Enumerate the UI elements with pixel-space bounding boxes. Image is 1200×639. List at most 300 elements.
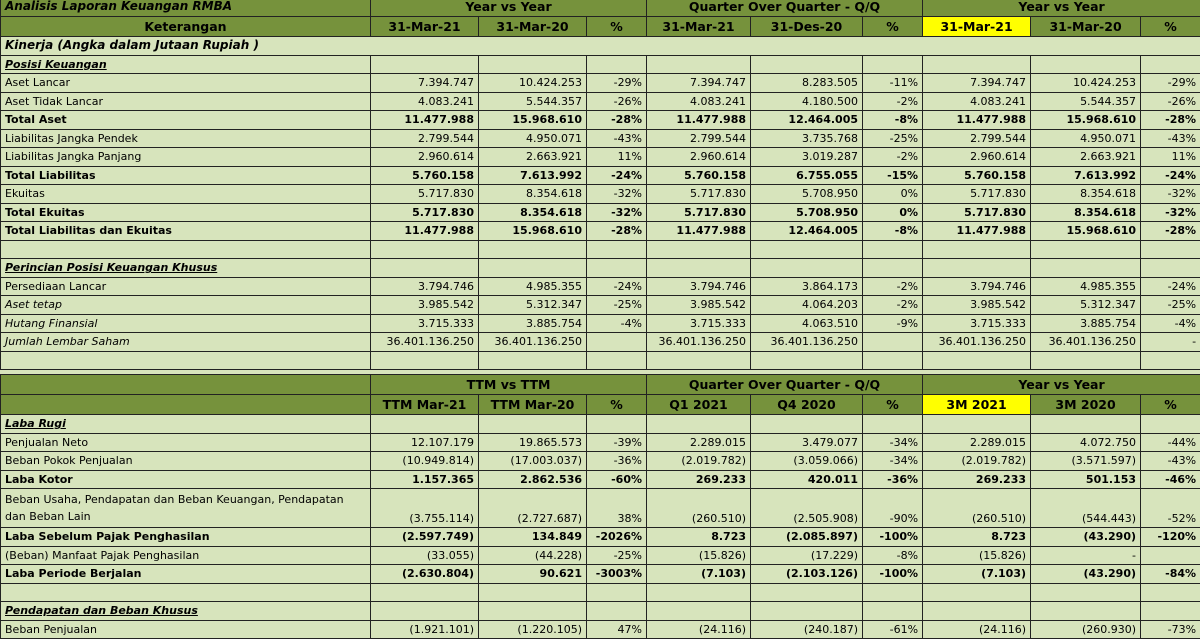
cell-value: 2.289.015 bbox=[923, 433, 1031, 452]
cell-value: 4.064.203 bbox=[751, 296, 863, 315]
cell-value: 2.799.544 bbox=[371, 129, 479, 148]
cell-value: 3.715.333 bbox=[647, 314, 751, 333]
cell-value: -24% bbox=[1141, 166, 1200, 185]
cell-value: 3.985.542 bbox=[923, 296, 1031, 315]
cell-value: -2% bbox=[863, 296, 923, 315]
cell-value bbox=[923, 351, 1031, 370]
cell-value: -2% bbox=[863, 92, 923, 111]
table-row bbox=[1, 351, 1200, 370]
cell-value: (3.755.114) bbox=[371, 489, 479, 528]
cell-value: -32% bbox=[1141, 185, 1200, 204]
cell-value bbox=[479, 415, 587, 434]
cell-value: (1.921.101) bbox=[371, 620, 479, 639]
cell-value: 3.985.542 bbox=[647, 296, 751, 315]
cell-value: -34% bbox=[863, 433, 923, 452]
cell-value: 3.715.333 bbox=[371, 314, 479, 333]
cell-value: 501.153 bbox=[1031, 470, 1141, 489]
table-row bbox=[1, 185, 1200, 204]
cell-value bbox=[751, 415, 863, 434]
row-label: Aset Tidak Lancar bbox=[1, 92, 371, 111]
table-row bbox=[1, 333, 1200, 352]
cell-value: -29% bbox=[587, 74, 647, 93]
cell-value: 15.968.610 bbox=[1031, 222, 1141, 241]
row-label: Laba Rugi bbox=[1, 415, 371, 434]
group-header: Year vs Year bbox=[923, 375, 1200, 395]
cell-value: 2.289.015 bbox=[647, 433, 751, 452]
cell-value: -39% bbox=[587, 433, 647, 452]
cell-value bbox=[479, 240, 587, 259]
cell-value bbox=[647, 602, 751, 621]
cell-value: 5.544.357 bbox=[1031, 92, 1141, 111]
cell-value: -28% bbox=[1141, 222, 1200, 241]
cell-value bbox=[479, 602, 587, 621]
cell-value: (2.630.804) bbox=[371, 565, 479, 584]
cell-value bbox=[587, 55, 647, 74]
cell-value bbox=[1141, 259, 1200, 278]
cell-value: -120% bbox=[1141, 528, 1200, 547]
row-label bbox=[1, 240, 371, 259]
cell-value: -2% bbox=[863, 148, 923, 167]
cell-value: 269.233 bbox=[923, 470, 1031, 489]
group-header: Year vs Year bbox=[371, 0, 647, 17]
cell-value bbox=[479, 55, 587, 74]
table-row bbox=[1, 203, 1200, 222]
row-label: Total Aset bbox=[1, 111, 371, 130]
cell-value: 5.717.830 bbox=[923, 185, 1031, 204]
cell-value: -25% bbox=[1141, 296, 1200, 315]
cell-value: 7.394.747 bbox=[371, 74, 479, 93]
cell-value: 5.760.158 bbox=[923, 166, 1031, 185]
cell-value bbox=[587, 240, 647, 259]
table-row bbox=[1, 92, 1200, 111]
cell-value bbox=[751, 259, 863, 278]
cell-value bbox=[1031, 415, 1141, 434]
cell-value: -28% bbox=[587, 222, 647, 241]
cell-value: - bbox=[1031, 546, 1141, 565]
cell-value: -25% bbox=[587, 546, 647, 565]
column-header: 31-Mar-21 bbox=[371, 17, 479, 37]
cell-value: 90.621 bbox=[479, 565, 587, 584]
cell-value: 5.544.357 bbox=[479, 92, 587, 111]
row-label: Aset tetap bbox=[1, 296, 371, 315]
cell-value: -29% bbox=[1141, 74, 1200, 93]
cell-value bbox=[1031, 351, 1141, 370]
cell-value: 47% bbox=[587, 620, 647, 639]
cell-value: (43.290) bbox=[1031, 565, 1141, 584]
cell-value: 8.354.618 bbox=[1031, 203, 1141, 222]
table-row bbox=[1, 74, 1200, 93]
cell-value: 2.663.921 bbox=[1031, 148, 1141, 167]
cell-value: 11.477.988 bbox=[371, 111, 479, 130]
table-row bbox=[1, 259, 1200, 278]
column-header: 31-Des-20 bbox=[751, 17, 863, 37]
cell-value: 5.717.830 bbox=[923, 203, 1031, 222]
cell-value: 3.794.746 bbox=[647, 277, 751, 296]
report-title: Analisis Laporan Keuangan RMBA bbox=[1, 0, 371, 17]
cell-value bbox=[1141, 583, 1200, 602]
row-label bbox=[1, 583, 371, 602]
cell-value bbox=[587, 602, 647, 621]
column-header-row bbox=[1, 395, 1200, 415]
table-row bbox=[1, 528, 1200, 547]
cell-value: 2.960.614 bbox=[647, 148, 751, 167]
column-header: TTM Mar-20 bbox=[479, 395, 587, 415]
cell-value bbox=[371, 583, 479, 602]
cell-value: 4.063.510 bbox=[751, 314, 863, 333]
cell-value: 10.424.253 bbox=[1031, 74, 1141, 93]
column-header: Q1 2021 bbox=[647, 395, 751, 415]
cell-value: 7.613.992 bbox=[479, 166, 587, 185]
cell-value: 3.985.542 bbox=[371, 296, 479, 315]
cell-value bbox=[371, 351, 479, 370]
cell-value: (10.949.814) bbox=[371, 452, 479, 471]
table-row bbox=[1, 433, 1200, 452]
group-header: Quarter Over Quarter - Q/Q bbox=[647, 375, 923, 395]
table-row bbox=[1, 129, 1200, 148]
cell-value: 11% bbox=[1141, 148, 1200, 167]
cell-value bbox=[479, 351, 587, 370]
cell-value: -24% bbox=[1141, 277, 1200, 296]
cell-value: (260.510) bbox=[923, 489, 1031, 528]
cell-value: -15% bbox=[863, 166, 923, 185]
cell-value: 36.401.136.250 bbox=[647, 333, 751, 352]
row-label: Beban Pokok Penjualan bbox=[1, 452, 371, 471]
cell-value: -34% bbox=[863, 452, 923, 471]
cell-value bbox=[863, 55, 923, 74]
cell-value: -25% bbox=[587, 296, 647, 315]
cell-value bbox=[1031, 240, 1141, 259]
row-label: Persediaan Lancar bbox=[1, 277, 371, 296]
table-row bbox=[1, 55, 1200, 74]
cell-value bbox=[371, 55, 479, 74]
cell-value: 36.401.136.250 bbox=[751, 333, 863, 352]
cell-value: -4% bbox=[587, 314, 647, 333]
cell-value: 5.717.830 bbox=[371, 203, 479, 222]
cell-value bbox=[371, 415, 479, 434]
row-label: Perincian Posisi Keuangan Khusus bbox=[1, 259, 371, 278]
cell-value bbox=[647, 415, 751, 434]
table-row bbox=[1, 296, 1200, 315]
cell-value: 2.799.544 bbox=[647, 129, 751, 148]
income-statement-table bbox=[0, 374, 1200, 639]
section-title: Kinerja (Angka dalam Jutaan Rupiah ) bbox=[1, 37, 1200, 56]
cell-value bbox=[1141, 240, 1200, 259]
cell-value bbox=[371, 259, 479, 278]
row-label bbox=[1, 351, 371, 370]
cell-value: (2.085.897) bbox=[751, 528, 863, 547]
cell-value: (2.103.126) bbox=[751, 565, 863, 584]
column-header: 31-Mar-20 bbox=[479, 17, 587, 37]
cell-value: 15.968.610 bbox=[1031, 111, 1141, 130]
cell-value bbox=[479, 259, 587, 278]
cell-value: 0% bbox=[863, 203, 923, 222]
cell-value: (17.003.037) bbox=[479, 452, 587, 471]
cell-value bbox=[1141, 415, 1200, 434]
row-label: Laba Kotor bbox=[1, 470, 371, 489]
cell-value: -24% bbox=[587, 166, 647, 185]
cell-value bbox=[923, 240, 1031, 259]
cell-value: -2% bbox=[863, 277, 923, 296]
cell-value: 4.083.241 bbox=[923, 92, 1031, 111]
cell-value bbox=[587, 351, 647, 370]
row-label: Liabilitas Jangka Panjang bbox=[1, 148, 371, 167]
cell-value: 3.794.746 bbox=[923, 277, 1031, 296]
column-header-row bbox=[1, 17, 1200, 37]
cell-value: 4.083.241 bbox=[647, 92, 751, 111]
column-header: Q4 2020 bbox=[751, 395, 863, 415]
cell-value: (3.059.066) bbox=[751, 452, 863, 471]
cell-value: -9% bbox=[863, 314, 923, 333]
cell-value: -84% bbox=[1141, 565, 1200, 584]
cell-value: 36.401.136.250 bbox=[479, 333, 587, 352]
cell-value: 8.354.618 bbox=[479, 185, 587, 204]
group-header: Year vs Year bbox=[923, 0, 1200, 17]
cell-value: -32% bbox=[587, 203, 647, 222]
cell-value: 0% bbox=[863, 185, 923, 204]
cell-value bbox=[587, 583, 647, 602]
table-row bbox=[1, 583, 1200, 602]
cell-value: 3.735.768 bbox=[751, 129, 863, 148]
column-header: % bbox=[863, 17, 923, 37]
cell-value bbox=[751, 55, 863, 74]
cell-value: 7.394.747 bbox=[647, 74, 751, 93]
cell-value: 4.950.071 bbox=[479, 129, 587, 148]
cell-value: 4.950.071 bbox=[1031, 129, 1141, 148]
cell-value: (33.055) bbox=[371, 546, 479, 565]
cell-value bbox=[647, 55, 751, 74]
row-label: Penjualan Neto bbox=[1, 433, 371, 452]
group-header: TTM vs TTM bbox=[371, 375, 647, 395]
cell-value bbox=[751, 240, 863, 259]
cell-value: (24.116) bbox=[923, 620, 1031, 639]
cell-value: -60% bbox=[587, 470, 647, 489]
cell-value: 10.424.253 bbox=[479, 74, 587, 93]
table-row bbox=[1, 148, 1200, 167]
column-header: % bbox=[1141, 395, 1200, 415]
cell-value: 420.011 bbox=[751, 470, 863, 489]
cell-value: 5.312.347 bbox=[479, 296, 587, 315]
cell-value: 38% bbox=[587, 489, 647, 528]
cell-value: 5.312.347 bbox=[1031, 296, 1141, 315]
cell-value: 3.885.754 bbox=[479, 314, 587, 333]
cell-value: 5.717.830 bbox=[647, 185, 751, 204]
table-row bbox=[1, 166, 1200, 185]
cell-value: (1.220.105) bbox=[479, 620, 587, 639]
row-label: Jumlah Lembar Saham bbox=[1, 333, 371, 352]
table-row bbox=[1, 546, 1200, 565]
cell-value: 3.019.287 bbox=[751, 148, 863, 167]
cell-value: -4% bbox=[1141, 314, 1200, 333]
cell-value: (240.187) bbox=[751, 620, 863, 639]
cell-value bbox=[371, 240, 479, 259]
column-header: 3M 2021 bbox=[923, 395, 1031, 415]
cell-value: 4.985.355 bbox=[1031, 277, 1141, 296]
cell-value: -11% bbox=[863, 74, 923, 93]
cell-value: -32% bbox=[587, 185, 647, 204]
cell-value: 4.072.750 bbox=[1031, 433, 1141, 452]
cell-value: (7.103) bbox=[923, 565, 1031, 584]
cell-value: -8% bbox=[863, 222, 923, 241]
column-header: Keterangan bbox=[1, 17, 371, 37]
table-row bbox=[1, 314, 1200, 333]
cell-value bbox=[647, 240, 751, 259]
row-label: Total Ekuitas bbox=[1, 203, 371, 222]
cell-value bbox=[863, 583, 923, 602]
cell-value: -32% bbox=[1141, 203, 1200, 222]
cell-value: -3003% bbox=[587, 565, 647, 584]
cell-value: 8.723 bbox=[923, 528, 1031, 547]
cell-value: 3.479.077 bbox=[751, 433, 863, 452]
table-row bbox=[1, 602, 1200, 621]
cell-value: 12.464.005 bbox=[751, 111, 863, 130]
column-header: % bbox=[587, 395, 647, 415]
row-label: Pendapatan dan Beban Khusus bbox=[1, 602, 371, 621]
cell-value: -36% bbox=[863, 470, 923, 489]
table-row bbox=[1, 565, 1200, 584]
cell-value: -25% bbox=[863, 129, 923, 148]
cell-value: 36.401.136.250 bbox=[371, 333, 479, 352]
cell-value: (544.443) bbox=[1031, 489, 1141, 528]
cell-value bbox=[1141, 602, 1200, 621]
cell-value bbox=[587, 415, 647, 434]
cell-value: (24.116) bbox=[647, 620, 751, 639]
cell-value: 15.968.610 bbox=[479, 111, 587, 130]
cell-value bbox=[587, 259, 647, 278]
cell-value: -8% bbox=[863, 111, 923, 130]
cell-value: 36.401.136.250 bbox=[923, 333, 1031, 352]
cell-value bbox=[1031, 55, 1141, 74]
cell-value: 3.885.754 bbox=[1031, 314, 1141, 333]
table-row bbox=[1, 277, 1200, 296]
cell-value: 134.849 bbox=[479, 528, 587, 547]
group-header-row bbox=[1, 0, 1200, 17]
section-row bbox=[1, 37, 1200, 56]
group-header-row bbox=[1, 375, 1200, 395]
column-header: % bbox=[1141, 17, 1200, 37]
cell-value: (15.826) bbox=[923, 546, 1031, 565]
cell-value bbox=[647, 583, 751, 602]
table-row bbox=[1, 240, 1200, 259]
row-label: Total Liabilitas dan Ekuitas bbox=[1, 222, 371, 241]
column-header: TTM Mar-21 bbox=[371, 395, 479, 415]
cell-value: (15.826) bbox=[647, 546, 751, 565]
cell-value bbox=[647, 259, 751, 278]
cell-value: -73% bbox=[1141, 620, 1200, 639]
cell-value: 1.157.365 bbox=[371, 470, 479, 489]
group-header-blank bbox=[1, 375, 371, 395]
cell-value bbox=[1141, 55, 1200, 74]
cell-value bbox=[1141, 546, 1200, 565]
cell-value: 5.760.158 bbox=[647, 166, 751, 185]
cell-value bbox=[863, 259, 923, 278]
cell-value: -2026% bbox=[587, 528, 647, 547]
column-header: 31-Mar-21 bbox=[647, 17, 751, 37]
cell-value: -46% bbox=[1141, 470, 1200, 489]
cell-value: 4.083.241 bbox=[371, 92, 479, 111]
cell-value: -100% bbox=[863, 528, 923, 547]
table-row bbox=[1, 489, 1200, 528]
cell-value: (17.229) bbox=[751, 546, 863, 565]
cell-value bbox=[923, 602, 1031, 621]
cell-value bbox=[647, 351, 751, 370]
row-label: Laba Periode Berjalan bbox=[1, 565, 371, 584]
row-label: Laba Sebelum Pajak Penghasilan bbox=[1, 528, 371, 547]
cell-value bbox=[751, 602, 863, 621]
cell-value: -28% bbox=[587, 111, 647, 130]
table-row bbox=[1, 470, 1200, 489]
cell-value bbox=[863, 333, 923, 352]
cell-value bbox=[587, 333, 647, 352]
cell-value: (260.510) bbox=[647, 489, 751, 528]
cell-value: (43.290) bbox=[1031, 528, 1141, 547]
cell-value: 269.233 bbox=[647, 470, 751, 489]
cell-value: (2.597.749) bbox=[371, 528, 479, 547]
cell-value bbox=[479, 583, 587, 602]
cell-value: (44.228) bbox=[479, 546, 587, 565]
cell-value: 11.477.988 bbox=[371, 222, 479, 241]
cell-value: (2.019.782) bbox=[923, 452, 1031, 471]
cell-value: -43% bbox=[1141, 452, 1200, 471]
cell-value: 7.613.992 bbox=[1031, 166, 1141, 185]
cell-value: 4.180.500 bbox=[751, 92, 863, 111]
cell-value: 11.477.988 bbox=[647, 222, 751, 241]
cell-value: 12.464.005 bbox=[751, 222, 863, 241]
row-label: (Beban) Manfaat Pajak Penghasilan bbox=[1, 546, 371, 565]
table-row bbox=[1, 111, 1200, 130]
cell-value: -43% bbox=[587, 129, 647, 148]
table-row bbox=[1, 452, 1200, 471]
cell-value bbox=[863, 602, 923, 621]
cell-value: 5.708.950 bbox=[751, 203, 863, 222]
cell-value: 19.865.573 bbox=[479, 433, 587, 452]
row-label: Hutang Finansial bbox=[1, 314, 371, 333]
cell-value: -61% bbox=[863, 620, 923, 639]
cell-value: 36.401.136.250 bbox=[1031, 333, 1141, 352]
cell-value: 8.354.618 bbox=[479, 203, 587, 222]
cell-value: 2.960.614 bbox=[371, 148, 479, 167]
row-label: Beban Usaha, Pendapatan dan Beban Keuangan, Pendapatan dan Beban Lain bbox=[1, 489, 371, 528]
cell-value bbox=[923, 415, 1031, 434]
cell-value bbox=[1141, 351, 1200, 370]
cell-value: 5.717.830 bbox=[371, 185, 479, 204]
cell-value: -28% bbox=[1141, 111, 1200, 130]
cell-value: 11% bbox=[587, 148, 647, 167]
row-label: Ekuitas bbox=[1, 185, 371, 204]
cell-value: 2.663.921 bbox=[479, 148, 587, 167]
cell-value bbox=[371, 602, 479, 621]
cell-value: -26% bbox=[1141, 92, 1200, 111]
column-header: % bbox=[863, 395, 923, 415]
cell-value: -90% bbox=[863, 489, 923, 528]
column-header: 31-Mar-20 bbox=[1031, 17, 1141, 37]
cell-value: - bbox=[1141, 333, 1200, 352]
cell-value bbox=[863, 351, 923, 370]
cell-value: 12.107.179 bbox=[371, 433, 479, 452]
cell-value: 11.477.988 bbox=[923, 111, 1031, 130]
cell-value bbox=[923, 259, 1031, 278]
row-label: Posisi Keuangan bbox=[1, 55, 371, 74]
cell-value: -36% bbox=[587, 452, 647, 471]
cell-value bbox=[863, 415, 923, 434]
cell-value: -52% bbox=[1141, 489, 1200, 528]
cell-value: 2.960.614 bbox=[923, 148, 1031, 167]
cell-value: 11.477.988 bbox=[923, 222, 1031, 241]
row-label: Beban Penjualan bbox=[1, 620, 371, 639]
cell-value bbox=[751, 351, 863, 370]
cell-value: -26% bbox=[587, 92, 647, 111]
cell-value: 6.755.055 bbox=[751, 166, 863, 185]
cell-value bbox=[751, 583, 863, 602]
